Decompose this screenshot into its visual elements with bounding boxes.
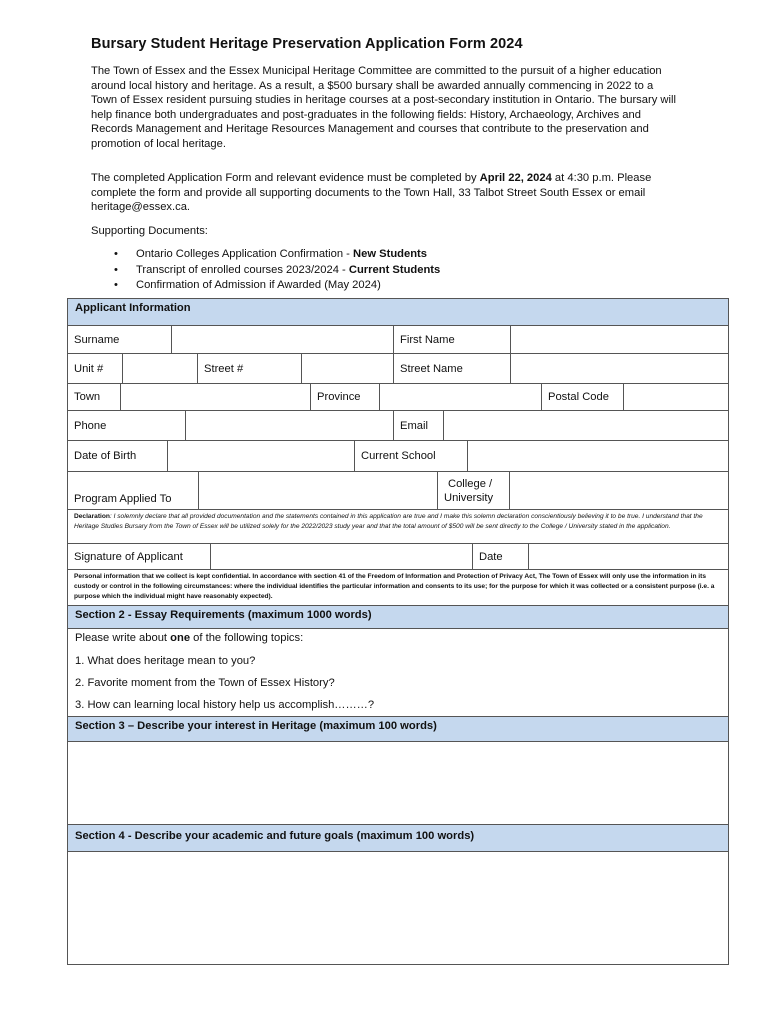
declaration-label: Declaration: [74, 513, 110, 520]
declaration-body: : I solemnly declare that all provided documentation and the statements contained in this application are true and I make this solemn declaration conscientiously believing it to be true. I understand that the Heritage Studies Bursary from the Town of Essex will be utilized solely for the 2022/2023 study year and that the total amount of $500 will be sent directly to the College / University stated in the application.: [74, 513, 703, 530]
street-no-label: Street #: [198, 354, 302, 383]
section4-answer-area[interactable]: [68, 852, 728, 964]
list-item: [112, 278, 440, 294]
program-field[interactable]: [199, 472, 438, 509]
phone-field[interactable]: [186, 411, 394, 440]
section2-prompt-after: of the following topics:: [190, 632, 304, 644]
surname-field[interactable]: [172, 326, 394, 353]
section3-answer-area[interactable]: [68, 742, 728, 825]
section2-topic-1: 1. What does heritage mean to you?: [75, 655, 256, 667]
street-name-label: Street Name: [394, 354, 511, 383]
address-row: [68, 354, 728, 384]
surname-label: Surname: [68, 326, 172, 353]
province-label: Province: [311, 384, 380, 410]
college-label: [438, 472, 510, 509]
signature-row: [68, 544, 728, 570]
privacy-text: Personal information that we collect is kept confidential. In accordance with section 41 of the Freedom of Information and Protection of Privacy Act, The Town of Essex will only use the information in its custody or control in the following circumstances: where the individual identifies the particular information and consents to its use; for the purpose for which it was collected or a consistent purpose (i.e. a purpose which the individual might have reasonably expected).: [74, 573, 715, 600]
dob-label: Date of Birth: [68, 441, 168, 471]
dob-field[interactable]: [168, 441, 355, 471]
province-field[interactable]: [380, 384, 542, 410]
phone-label: Phone: [68, 411, 186, 440]
location-row: [68, 384, 728, 411]
street-no-field[interactable]: [302, 354, 394, 383]
street-name-field[interactable]: [511, 354, 728, 383]
deadline-date: April 22, 2024: [479, 172, 552, 184]
list-item-emphasis: Current Students: [348, 263, 441, 276]
list-item-text: Confirmation of Admission if Awarded (May 2024): [136, 279, 381, 291]
town-label: Town: [68, 384, 121, 410]
list-item-text: Ontario Colleges Application Confirmation -: [136, 248, 354, 260]
college-label-line2: University: [444, 491, 494, 504]
intro-paragraph: The Town of Essex and the Essex Municipal Heritage Committee are committed to the pursuit of a higher education around local history and heritage. As a result, a $500 bursary shall be awarded annually commencing in 2022 to a Town of Essex resident pursuing studies in heritage courses at a post-secondary institution in Ontario. The bursary will help finance both undergraduates and post-graduates in the following fields: History, Archaeology, Archives and Records Management and Heritage Resources Management and courses that contribute to the preservation and promotion of local heritage.: [91, 65, 676, 150]
supporting-docs-list: [112, 247, 440, 294]
unit-label: Unit #: [68, 354, 123, 383]
privacy-row: [68, 570, 728, 606]
postal-code-label: Postal Code: [542, 384, 624, 410]
list-item: [112, 247, 440, 263]
program-label: Program Applied To: [68, 472, 199, 509]
list-item: [112, 263, 440, 279]
email-label: Email: [394, 411, 444, 440]
college-field[interactable]: [510, 472, 728, 509]
signature-label: Signature of Applicant: [68, 544, 211, 569]
section2-prompt-emphasis: one: [170, 632, 191, 644]
declaration-text: [74, 512, 720, 532]
current-school-field[interactable]: [468, 441, 728, 471]
program-row: [68, 472, 728, 510]
page-title: Bursary Student Heritage Preservation Application Form 2024: [91, 36, 523, 52]
email-field[interactable]: [444, 411, 728, 440]
section4-header: Section 4 - Describe your academic and future goals (maximum 100 words): [68, 825, 728, 852]
date-label: Date: [473, 544, 529, 569]
contact-row: [68, 411, 728, 441]
postal-code-field[interactable]: [624, 384, 728, 410]
deadline-text-after: at 4:30 p.m. Please complete the form and provide all supporting documents to the Town Hall, 33 Talbot Street South Essex or email heritage@essex.ca.: [91, 172, 652, 214]
section2-prompt: [75, 632, 303, 644]
section2-topic-2: 2. Favorite moment from the Town of Essex History?: [75, 677, 335, 689]
section3-header: Section 3 – Describe your interest in Heritage (maximum 100 words): [68, 717, 728, 742]
list-item-emphasis: New Students: [353, 248, 428, 260]
applicant-info-header: Applicant Information: [68, 299, 728, 326]
supporting-docs-heading: Supporting Documents:: [91, 225, 208, 237]
declaration-row: [68, 510, 728, 544]
current-school-label: Current School: [355, 441, 468, 471]
college-label-line1: College /: [448, 477, 493, 490]
signature-field[interactable]: [211, 544, 473, 569]
section2-header: Section 2 - Essay Requirements (maximum 1000 words): [68, 606, 728, 629]
town-field[interactable]: [121, 384, 311, 410]
date-field[interactable]: [529, 544, 728, 569]
first-name-field[interactable]: [511, 326, 728, 353]
section2-topic-3: 3. How can learning local history help us accomplish………?: [75, 699, 375, 711]
section2-body[interactable]: [68, 629, 728, 717]
list-item-text: Transcript of enrolled courses 2023/2024 -: [136, 263, 349, 276]
deadline-paragraph: [91, 171, 676, 215]
name-row: [68, 326, 728, 354]
first-name-label: First Name: [394, 326, 511, 353]
application-form: [67, 298, 729, 965]
section2-prompt-before: Please write about: [75, 632, 171, 644]
school-row: [68, 441, 728, 472]
deadline-text-before: The completed Application Form and relevant evidence must be completed by: [91, 172, 480, 184]
unit-field[interactable]: [123, 354, 198, 383]
